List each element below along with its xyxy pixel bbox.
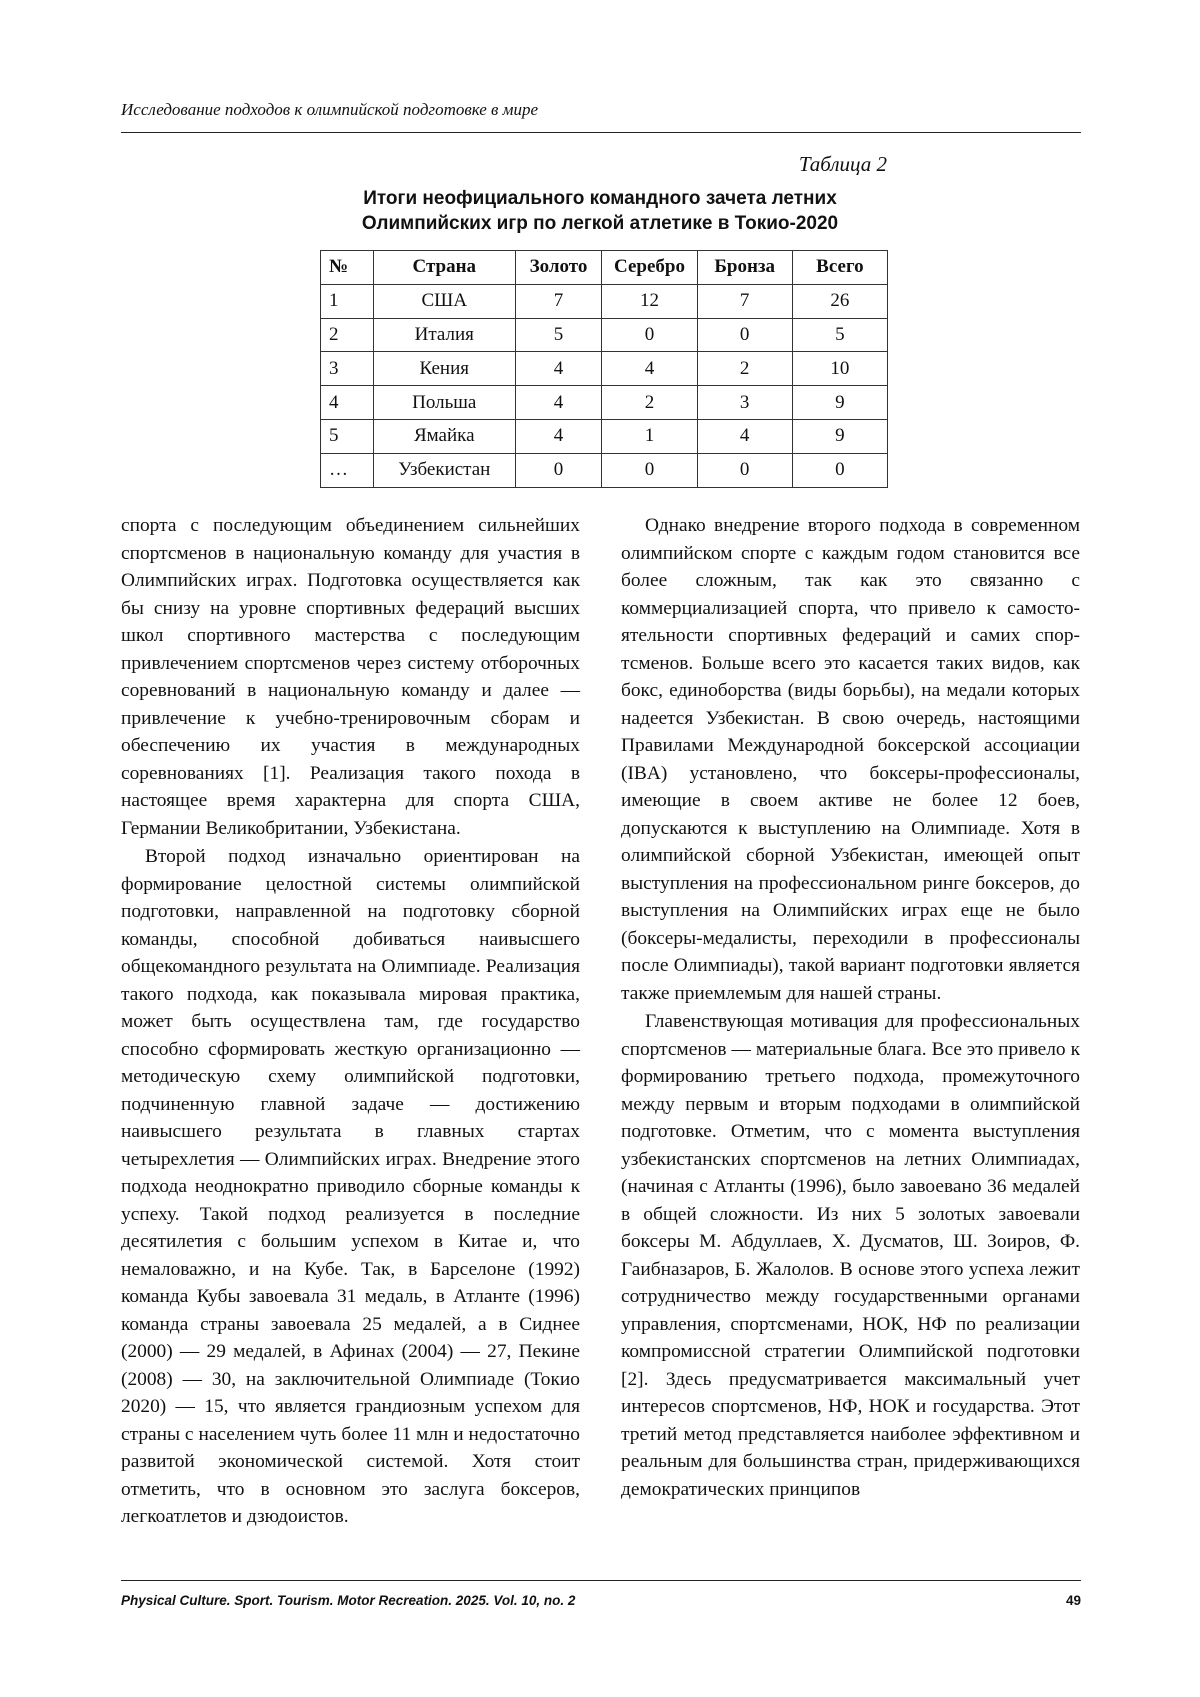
table-row [321,419,888,453]
column-header: Бронза [697,251,792,285]
column-header: Всего [792,251,887,285]
table-cell: 5 [321,419,374,453]
table-cell: 9 [792,419,887,453]
table-row [321,318,888,352]
table-cell: Узбекистан [373,453,515,487]
table-cell: 10 [792,352,887,386]
table-cell: 4 [515,419,602,453]
table-cell: 0 [602,453,697,487]
body-column-left [121,512,580,1532]
body-column-right [621,512,1080,1504]
table-cell: 4 [321,386,374,420]
table-cell: 0 [792,453,887,487]
table-cell: США [373,284,515,318]
header-divider [121,132,1081,133]
footer-divider [121,1580,1081,1581]
running-title: Исследование подходов к олимпийской подготовке в мире [121,100,539,119]
column-header: Золото [515,251,602,285]
table-cell: 7 [515,284,602,318]
table-row [321,352,888,386]
table-cell: Италия [373,318,515,352]
table-cell: 4 [697,419,792,453]
results-table [320,250,888,488]
table-cell: 5 [792,318,887,352]
table-cell: 9 [792,386,887,420]
table-row [321,453,888,487]
table-cell: 4 [515,386,602,420]
table-cell: 0 [697,453,792,487]
table-row [321,386,888,420]
table-cell: 12 [602,284,697,318]
page-number: 49 [1065,1593,1081,1608]
table-cell: 7 [697,284,792,318]
body-paragraph: Однако внедрение второго подхода в современном олимпийском спорте с каждым годом становится все более сложным, так как это связанно с коммерциализацией спорта, что привело к самостоятельности спортивных федераций и самих спортсменов. Больше всего это касается таких видов, как бокс, единоборства (виды борьбы), на медали которых надеется Узбекистан. В свою очередь, настоящими Правилами Международной боксерской ассоциации (IBA) установлено, что боксеры-профессионалы, имеющие в своем активе не более 12 боев, допускаются к выступлению на Олимпиаде. Хотя в олимпийской сборной Узбекистан, имеющей опыт выступления на профессиональном ринге боксеров, до выступления на Олимпийских играх еще не было (боксеры-медалисты, переходили в профессионалы после Олимпиады), такой вариант подготовки является также приемлемым для нашей страны. [621,515,1080,1004]
table-cell: 2 [321,318,374,352]
body-paragraph: Второй подход изначально ориентирован на формирование целостной системы олимпийской подготовки, направленной на подготовку сборной команды, способной добиваться наивысшего общекомандного результата на Олимпиаде. Реализация такого подхода, как показывала мировая практика, может быть осуществлена там, где государство способно сформировать жесткую организационно — методическую схему олимпийской подготовки, подчиненную главной задаче — достижению наивысшего результата в главных стартах четырехлетия — Олимпийских играх. Внедрение этого подхода неоднократно приводило сборные команды к успеху. Такой подход реализуется в последние десятилетия с большим успехом в Китае и, что немаловажно, и на Кубе. Так, в Барселоне (1992) команда Кубы завоевала 31 медаль, в Атланте (1996) команда страны завоевала 25 медалей, а в Сиднее (2000) — 29 медалей, в Афинах (2004) — 27, Пекине (2008) — 30, на заключительной Олимпиаде (Токио 2020) — 15, что является грандиозным успехом для страны с населением чуть более 11 млн и недостаточно развитой экономической системой. Хотя стоит отметить, что в основном это заслуга боксеров, легкоатлетов и дзюдоистов. [121,846,580,1527]
body-paragraph: Главенствующая мотивация для профессиональных спортсменов — материальные блага. Все это привело к формированию третьего подхода, промежуточного между первым и вторым подходами в олимпийской подготовке. Отметим, что с момента выступления узбекистанских спортсменов на летних Олимпиадах, (начиная с Атланты (1996), было завоевано 36 медалей в общей сложности. Из них 5 золотых завоевали боксеры М. Абдуллаев, Х. Дусматов, Ш. Зоиров, Ф. Гаибназаров, Б. Жалолов. В основе этого успеха лежит сотрудничество между государственными органами управления, спортсменами, НОК, НФ по реализации компромиссной стратегии Олимпийской подготовки [2]. Здесь предусматривается максимальный учет интересов спортсменов, НФ, НОК и государства. Этот третий метод представляется наиболее эффективном и реальным для большинства стран, придерживающихся демократических принципов [621,1011,1080,1500]
table-cell: … [321,453,374,487]
table-cell: 0 [697,318,792,352]
table-title [300,186,900,236]
table-cell: Ямайка [373,419,515,453]
table-row [321,284,888,318]
table-cell: 1 [321,284,374,318]
table-cell: 5 [515,318,602,352]
table-label: Таблица 2 [798,152,887,176]
table-cell: 4 [515,352,602,386]
table-cell: 4 [602,352,697,386]
table-header-row [321,251,888,285]
table-cell: 2 [602,386,697,420]
table-cell: 0 [515,453,602,487]
column-header: Страна [373,251,515,285]
column-header: № [321,251,374,285]
table-cell: 1 [602,419,697,453]
column-header: Серебро [602,251,697,285]
body-paragraph: спорта с последующим объединением сильнейших спортсменов в национальную команду для участия в Олимпийских играх. Подготовка осуществляется как бы снизу на уровне спортивных федераций высших школ спортивного мастерства с последующим привлечением спортсменов через систему отборочных соревнований в национальную команду и далее — привлечение к учебно-тренировочным сборам и обеспечению их участия в международных соревнованиях [1]. Реализация такого похода в настоящее время характерна для спорта США, Германии Великобритании, Узбекистана. [121,515,580,839]
table-cell: 3 [697,386,792,420]
table-cell: 3 [321,352,374,386]
table-cell: Кения [373,352,515,386]
table-cell: 2 [697,352,792,386]
table-title-line-1: Итоги неофициального командного зачета летних [363,188,837,209]
journal-citation: Physical Culture. Sport. Tourism. Motor Recreation. 2025. Vol. 10, no. 2 [121,1593,576,1608]
table-title-line-2: Олимпийских игр по легкой атлетике в Токио-2020 [361,213,839,234]
table-cell: 0 [602,318,697,352]
table-cell: Польша [373,386,515,420]
table-cell: 26 [792,284,887,318]
